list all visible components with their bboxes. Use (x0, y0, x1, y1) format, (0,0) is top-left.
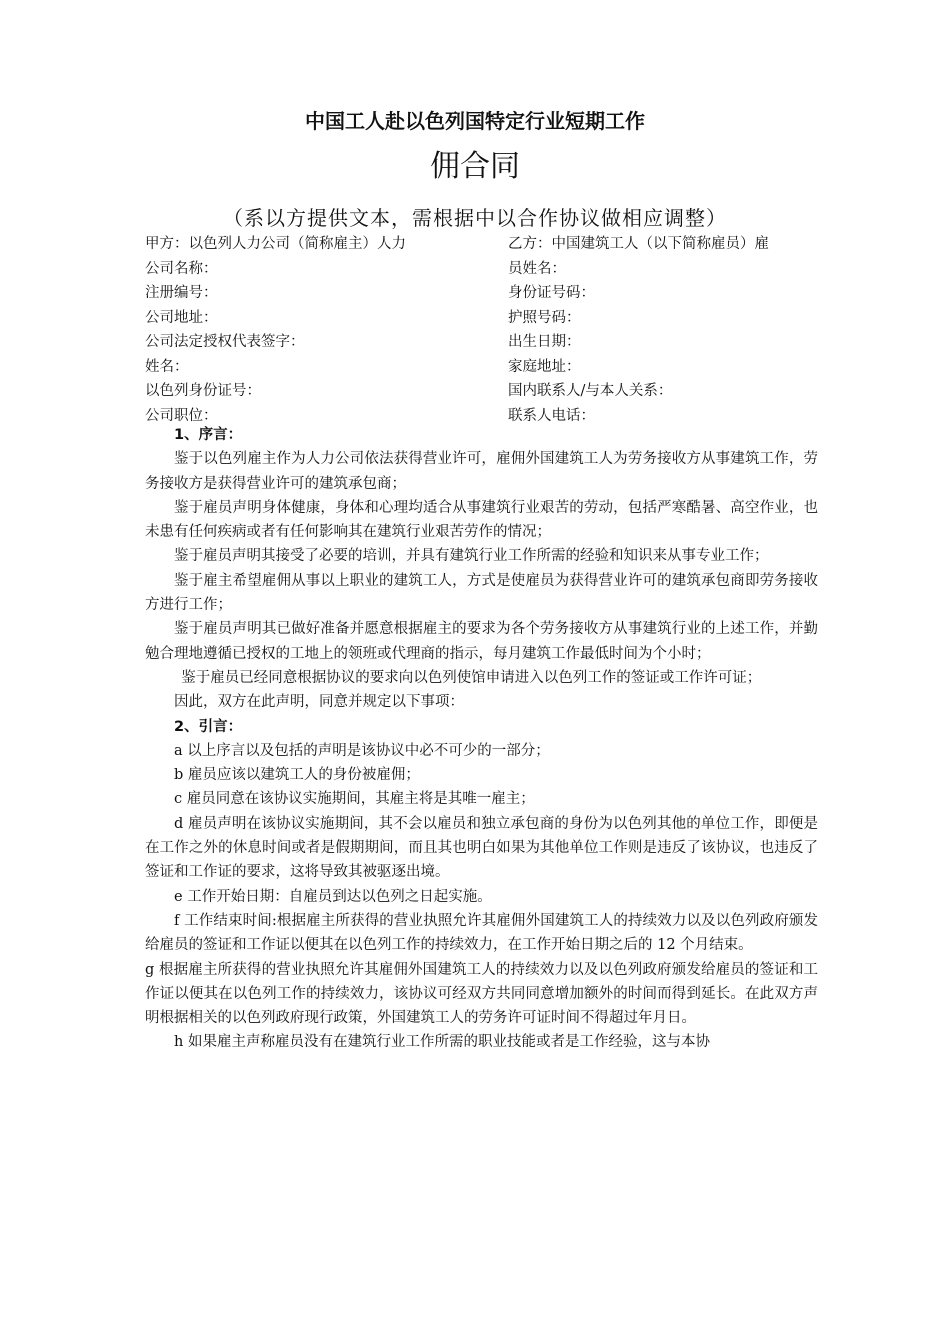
paragraph: 鉴于以色列雇主作为人力公司依法获得营业许可，雇佣外国建筑工人为劳务接收方从事建筑工作，劳务接收方是获得营业许可的建筑承包商； (145, 451, 818, 492)
party-b-row: 员姓名： (508, 260, 566, 277)
party-b-row: 护照号码： (508, 309, 581, 326)
party-a-row: 公司地址： (145, 309, 218, 326)
document-subtitle: （系以方提供文本，需根据中以合作协议做相应调整） (223, 206, 727, 230)
section-heading-introduction: 2、引言： (174, 718, 243, 735)
clause-h: h 如果雇主声称雇员没有在建筑行业工作所需的职业技能或者是工作经验，这与本协 (174, 1034, 710, 1051)
party-a-row: 姓名： (145, 358, 189, 375)
clause-d: d 雇员声明在该协议实施期间，其不会以雇员和独立承包商的身份为以色列其他的单位工作，即便是在工作之外的休息时间或者是假期期间，而且其也明白如果为其他单位工作则是违反了该协议，也违反了签证和工作证的要求，这将导致其被驱逐出境。 (145, 815, 818, 881)
clause-g: g 根据雇主所获得的营业执照允许其雇佣外国建筑工人的持续效力以及以色列政府颁发给雇员的签证和工作证以便其在以色列工作的持续效力，该协议可经双方共同同意增加额外的时间而得到延长。在此双方声明根据相关的以色列政府现行政策，外国建筑工人的劳务许可证时间不得超过年月日。 (145, 961, 818, 1027)
clause-a: a 以上序言以及包括的声明是该协议中必不可少的一部分； (174, 742, 550, 759)
paragraph: 鉴于雇主希望雇佣从事以上职业的建筑工人，方式是使雇员为获得营业许可的建筑承包商即劳务接收方进行工作； (145, 572, 818, 614)
party-b-row: 家庭地址： (508, 358, 581, 375)
clause-b: b 雇员应该以建筑工人的身份被雇佣； (174, 767, 420, 784)
party-a-row: 注册编号： (145, 285, 218, 301)
party-b-block (508, 232, 828, 428)
party-a-block (145, 232, 485, 428)
party-b-row: 出生日期： (508, 334, 581, 350)
party-a-row: 公司法定授权代表签字： (145, 334, 305, 350)
contract-body (145, 423, 818, 1055)
paragraph: 鉴于雇员声明其接受了必要的培训，并具有建筑行业工作所需的经验和知识来从事专业工作； (174, 548, 769, 565)
document-title-line2: 佣合同 (430, 149, 520, 184)
document-title-line1: 中国工人赴以色列国特定行业短期工作 (305, 109, 645, 133)
clause-f: f 工作结束时间:根据雇主所获得的营业执照允许其雇佣外国建筑工人的持续效力以及以色列政府颁发给雇员的签证和工作证以便其在以色列工作的持续效力，在工作开始日期之后的 12 个月结束。 (145, 912, 818, 954)
party-a-row: 公司名称： (145, 260, 218, 277)
paragraph: 鉴于雇员已经同意根据协议的要求向以色列使馆申请进入以色列工作的签证或工作许可证； (181, 669, 762, 686)
section-heading-preamble: 1、序言： (174, 427, 243, 443)
party-a-row: 甲方：以色列人力公司（简称雇主）人力 (145, 236, 406, 252)
paragraph: 因此，双方在此声明，同意并规定以下事项： (174, 694, 464, 711)
clause-e: e 工作开始日期：自雇员到达以色列之日起实施。 (174, 888, 492, 905)
party-b-row: 乙方：中国建筑工人（以下简称雇员）雇 (508, 236, 769, 252)
party-b-row: 身份证号码： (508, 285, 595, 301)
paragraph: 鉴于雇员声明其已做好准备并愿意根据雇主的要求为各个劳务接收方从事建筑行业的上述工作，并勤勉合理地遵循已授权的工地上的领班或代理商的指示，每月建筑工作最低时间为个小时； (145, 621, 818, 662)
party-a-row: 公司职位： (145, 407, 218, 424)
party-a-row: 以色列身份证号： (145, 383, 261, 399)
paragraph: 鉴于雇员声明身体健康，身体和心理均适合从事建筑行业艰苦的劳动，包括严寒酷暑、高空作业，也未患有任何疾病或者有任何影响其在建筑行业艰苦劳作的情况； (145, 499, 818, 541)
party-b-row: 联系人电话： (508, 407, 595, 424)
clause-c: c 雇员同意在该协议实施期间，其雇主将是其唯一雇主； (174, 791, 535, 808)
party-b-row: 国内联系人/与本人关系： (508, 383, 673, 399)
